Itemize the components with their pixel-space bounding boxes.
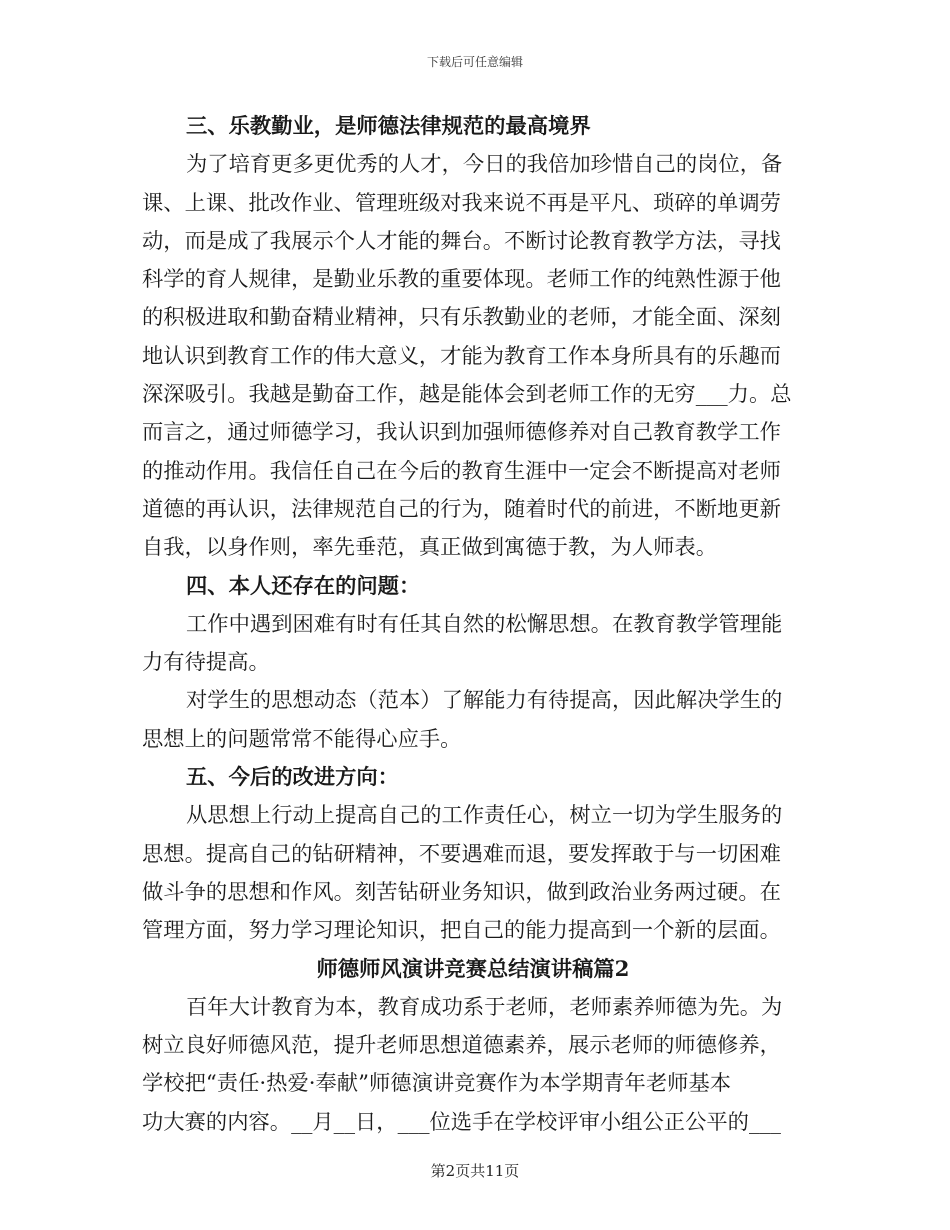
document-body <box>142 108 804 1142</box>
section-heading: 五、今后的改进方向： <box>186 765 399 791</box>
paragraph-line: 百年大计教育为本，教育成功系于老师，老师素养师德为先。为 <box>186 994 783 1020</box>
paragraph-line: 思想。提高自己的钻研精神，不要遇难而退，要发挥敢于与一切困难 <box>142 841 781 867</box>
paragraph-line: 深深吸引。我越是勤奋工作，越是能体会到老师工作的无穷___力。总 <box>142 382 792 408</box>
paragraph-line: 课、上课、批改作业、管理班级对我来说不再是平凡、琐碎的单调劳 <box>142 190 781 216</box>
paragraph-line: 力有待提高。 <box>142 650 270 676</box>
section-heading: 四、本人还存在的问题： <box>186 573 421 599</box>
article-title: 师德师风演讲竞赛总结演讲稿篇2 <box>316 956 630 982</box>
paragraph-line: 功大赛的内容。__月__日，___位选手在学校评审小组公正公平的___ <box>142 1109 781 1135</box>
paragraph-line: 道德的再认识，法律规范自己的行为，随着时代的前进，不断地更新 <box>142 496 781 522</box>
page-footer: 第2页共11页 <box>430 1162 520 1180</box>
paragraph-line: 动，而是成了我展示个人才能的舞台。不断讨论教育教学方法，寻找 <box>142 228 781 254</box>
paragraph-line: 对学生的思想动态（范本）了解能力有待提高，因此解决学生的 <box>186 688 783 714</box>
paragraph-line: 地认识到教育工作的伟大意义，才能为教育工作本身所具有的乐趣而 <box>142 343 781 369</box>
paragraph-line: 的推动作用。我信任自己在今后的教育生涯中一定会不断提高对老师 <box>142 458 781 484</box>
paragraph-line: 工作中遇到困难有时有任其自然的松懈思想。在教育教学管理能 <box>186 611 783 637</box>
paragraph-line: 做斗争的思想和作风。刻苦钻研业务知识，做到政治业务两过硬。在 <box>142 879 781 905</box>
paragraph-line: 科学的育人规律，是勤业乐教的重要体现。老师工作的纯熟性源于他 <box>142 267 781 293</box>
paragraph-line: 管理方面，努力学习理论知识，把自己的能力提高到一个新的层面。 <box>142 918 781 944</box>
paragraph-line: 学校把“责任·热爱·奉献”师德演讲竞赛作为本学期青年老师基本 <box>142 1071 732 1097</box>
paragraph-line: 树立良好师德风范，提升老师思想道德素养，展示老师的师德修养， <box>142 1033 781 1059</box>
paragraph-line: 而言之，通过师德学习，我认识到加强师德修养对自己教育教学工作 <box>142 420 781 446</box>
paragraph-line: 自我，以身作则，率先垂范，真正做到寓德于教，为人师表。 <box>142 535 718 561</box>
paragraph-line: 从思想上行动上提高自己的工作责任心，树立一切为学生服务的 <box>186 803 783 829</box>
paragraph-line: 为了培育更多更优秀的人才，今日的我倍加珍惜自己的岗位，备 <box>186 152 783 178</box>
paragraph-line: 的积极进取和勤奋精业精神，只有乐教勤业的老师，才能全面、深刻 <box>142 305 781 331</box>
paragraph-line: 思想上的问题常常不能得心应手。 <box>142 726 462 752</box>
section-heading: 三、乐教勤业，是师德法律规范的最高境界 <box>186 114 591 139</box>
header-note: 下载后可任意编辑 <box>426 55 523 69</box>
